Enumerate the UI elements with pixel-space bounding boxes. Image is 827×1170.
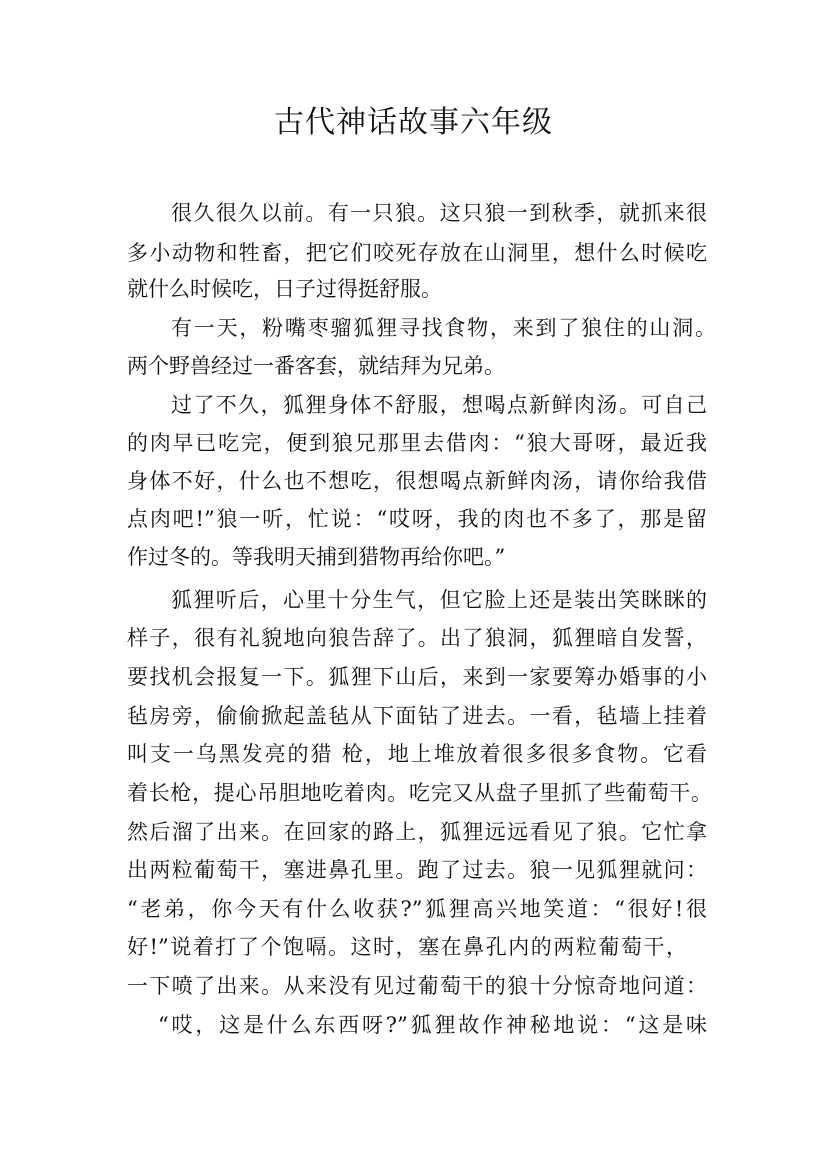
text-line: 有一天，粉嘴枣骝狐狸寻找食物，来到了狼住的山洞。	[171, 316, 716, 340]
text-line: 着长枪，提心吊胆地吃着肉。吃完又从盘子里抓了些葡萄干。	[127, 781, 712, 805]
text-line: 就什么时候吃，日子过得挺舒服。	[127, 277, 442, 301]
text-line: 然后溜了出来。在回家的路上，狐狸远远看见了狼。它忙拿	[127, 820, 707, 844]
text-line: 样子，很有礼貌地向狼告辞了。出了狼洞，狐狸暗自发誓，	[127, 626, 707, 650]
text-line: 过了不久，狐狸身体不舒服，想喝点新鲜肉汤。可自己	[171, 393, 707, 417]
text-line: 一下喷了出来。从来没有见过葡萄干的狼十分惊奇地问道：	[127, 974, 707, 998]
text-line: 叫支一乌黑发亮的猎 枪，地上堆放着很多很多食物。它看	[127, 742, 707, 766]
text-line: 狐狸听后，心里十分生气，但它脸上还是装出笑眯眯的	[171, 588, 707, 612]
text-line: 多小动物和牲畜，把它们咬死存放在山洞里，想什么时候吃	[127, 241, 707, 265]
text-line: 两个野兽经过一番客套，就结拜为兄弟。	[127, 354, 505, 378]
document-title: 古代神话故事六年级	[274, 105, 553, 140]
text-line: “哎，这是什么东西呀?”狐狸故作神秘地说：“这是味	[158, 1013, 707, 1037]
text-line: 要找机会报复一下。狐狸下山后，来到一家要筹办婚事的小	[127, 665, 707, 689]
text-line: 点肉吧!”狼一听，忙说：“哎呀，我的肉也不多了，那是留	[127, 507, 707, 531]
text-line: 身体不好，什么也不想吃，很想喝点新鲜肉汤，请你给我借	[127, 469, 707, 493]
text-line: 出两粒葡萄干，塞进鼻孔里。跑了过去。狼一见狐狸就问：	[127, 858, 707, 882]
text-line: 毡房旁，偷偷掀起盖毡从下面钻了进去。一看，毡墙上挂着	[127, 704, 707, 728]
text-line: 的肉早已吃完，便到狼兄那里去借肉：“狼大哥呀，最近我	[127, 431, 707, 455]
text-line: 好!”说着打了个饱嗝。这时，塞在鼻孔内的两粒葡萄干，	[127, 935, 687, 959]
text-line: “老弟，你今天有什么收获?”狐狸高兴地笑道：“很好!很	[127, 897, 707, 921]
text-line: 很久很久以前。有一只狼。这只狼一到秋季，就抓来很	[171, 201, 707, 225]
text-line: 作过冬的。等我明天捕到猎物再给你吧。”	[127, 545, 506, 569]
